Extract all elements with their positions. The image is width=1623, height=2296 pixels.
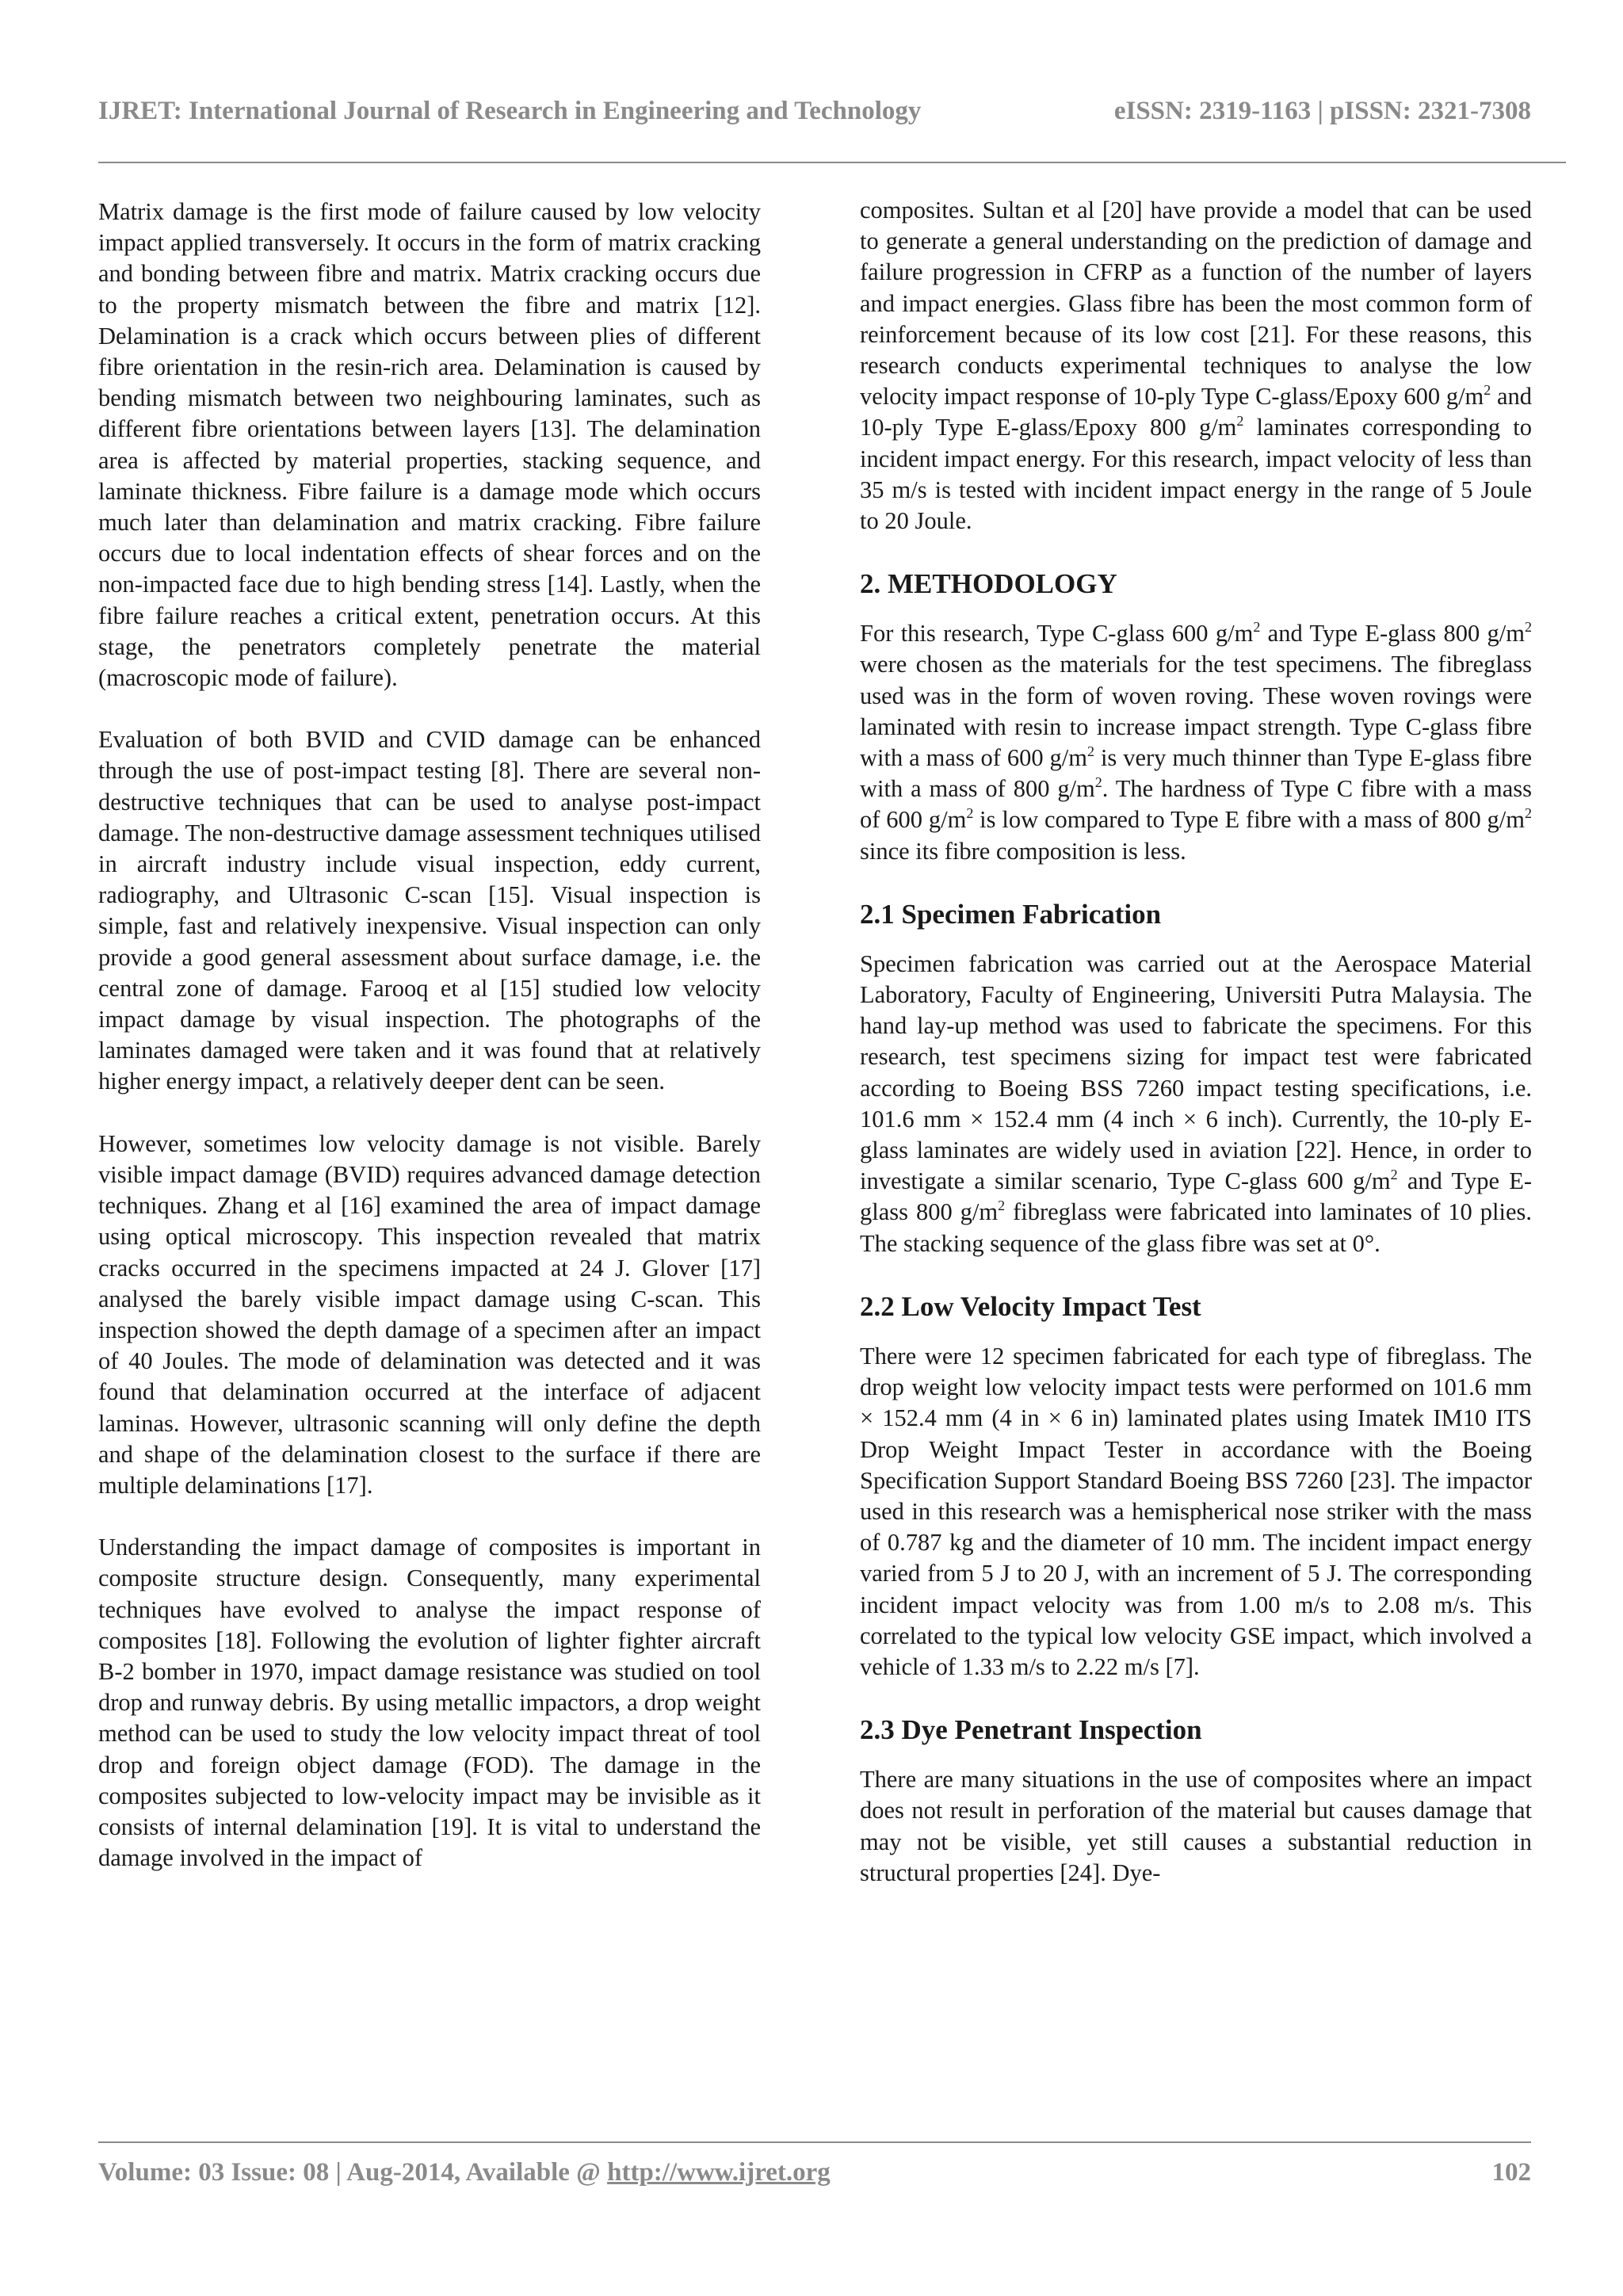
paragraph: For this research, Type C-glass 600 $g/m^2$ and Type E-glass 800 $g/m^2$ were chosen as the materials for the test specimens. The fibreglass used was in the form of woven roving. These woven rovings were laminated with resin to increase impact strength. Type C-glass fibre with a mass of 600 $g/m^2$ is very much thinner than Type E-glass fibre with a mass of 800 $g/m^2$. The hardness of Type C fibre with a mass of 600 $g/m^2$ is low compared to Type E fibre with a mass of 800 $g/m^2$ since its fibre composition is less. <box>860 619 1532 865</box>
section-heading-specimen-fabrication: 2.1 Specimen Fabrication <box>860 898 1162 930</box>
running-header <box>98 97 1531 144</box>
right-column <box>860 195 1532 1920</box>
paragraph: Understanding the impact damage of composites is important in composite structure design. Consequently, many experimental techniques have evolved to analyse the impact response of composites [18]. Following the evolution of lighter fighter aircraft B-2 bomber in 1970, impact damage resistance was studied on tool drop and runway debris. By using metallic impactors, a drop weight method can be used to study the low velocity impact threat of tool drop and foreign object damage (FOD). The damage in the composites subjected to low-velocity impact may be invisible as it consists of internal delamination [19]. It is vital to understand the damage involved in the impact of <box>98 1534 761 1872</box>
header-divider <box>98 162 1566 163</box>
footer-divider <box>98 2141 1531 2143</box>
issn-info: eISSN: 2319-1163 | pISSN: 2321-7308 <box>1113 97 1531 125</box>
page-number: 102 <box>1491 2158 1531 2187</box>
paragraph: Specimen fabrication was carried out at the Aerospace Material Laboratory, Faculty of Engineering, Universiti Putra Malaysia. The hand lay-up method was used to fabricate the specimens. For this research, test specimens sizing for impact test were fabricated according to Boeing BSS 7260 impact testing specifications, i.e. 101.6 mm × 152.4 mm (4 inch × 6 inch). Currently, the 10-ply E-glass laminates are widely used in aviation [22]. Hence, in order to investigate a similar scenario, Type C-glass 600 $g/m^2$ and Type E-glass 800 $g/m^2$ fibreglass were fabricated into laminates of 10 plies. The stacking sequence of the glass fibre was set at 0°. <box>860 949 1533 1257</box>
running-footer <box>98 2158 1531 2198</box>
journal-title: IJRET: International Journal of Research in Engineering and Technology <box>98 97 922 125</box>
paragraph: composites. Sultan et al [20] have provide a model that can be used to generate a general understanding on the prediction of damage and failure progression in CFRP as a function of the number of layers and impact energies. Glass fibre has been the most common form of reinforcement because of its low cost [21]. For these reasons, this research conducts experimental techniques to analyse the low velocity impact response of 10-ply Type C-glass/Epoxy 600 $g/m^2$ and 10-ply Type E-glass/Epoxy 800 $g/m^2$ laminates corresponding to incident impact energy. For this research, impact velocity of less than 35 m/s is tested with incident impact energy in the range of 5 Joule to 20 Joule. <box>860 197 1532 535</box>
paragraph: Matrix damage is the first mode of failure caused by low velocity impact applied transversely. It occurs in the form of matrix cracking and bonding between fibre and matrix. Matrix cracking occurs due to the property mismatch between the fibre and matrix [12]. Delamination is a crack which occurs between plies of different fibre orientation in the resin-rich area. Delamination is caused by bending mismatch between two neighbouring laminates, such as different fibre orientations between layers [13]. The delamination area is affected by material properties, stacking sequence, and laminate thickness. Fibre failure is a damage mode which occurs much later than delamination and matrix cracking. Fibre failure occurs due to local indentation effects of shear forces and on the non-impacted face due to high bending stress [14]. Lastly, when the fibre failure reaches a critical extent, penetration occurs. At this stage, the penetrators completely penetrate the material (macroscopic mode of failure). <box>98 198 761 692</box>
paragraph: However, sometimes low velocity damage is not visible. Barely visible impact damage (BVID) requires advanced damage detection techniques. Zhang et al [16] examined the area of impact damage using optical microscopy. This inspection revealed that matrix cracks occurred in the specimens impacted at 24 J. Glover [17] analysed the barely visible impact damage using C-scan. This inspection showed the depth damage of a specimen after an impact of 40 Joules. The mode of delamination was detected and it was found that delamination occurred at the interface of adjacent laminas. However, ultrasonic scanning will only define the depth and shape of the delamination closest to the surface if there are multiple delaminations [17]. <box>98 1129 761 1499</box>
section-heading-impact-test: 2.2 Low Velocity Impact Test <box>860 1290 1201 1322</box>
volume-info: Volume: 03 Issue: 08 | Aug-2014, Available @ http://www.ijret.org <box>98 2158 831 2187</box>
journal-link[interactable]: http://www.ijret.org <box>607 2158 831 2187</box>
paragraph: Evaluation of both BVID and CVID damage can be enhanced through the use of post-impact testing [8]. There are several non-destructive techniques that can be used to analyse post-impact damage. The non-destructive damage assessment techniques utilised in aircraft industry include visual inspection, eddy current, radiography, and Ultrasonic C-scan [15]. Visual inspection is simple, fast and relatively inexpensive. Visual inspection can only provide a good general assessment about surface damage, i.e. the central zone of damage. Farooq et al [15] studied low velocity impact damage by visual inspection. The photographs of the laminates damaged were taken and it was found that at relatively higher energy impact, a relatively deeper dent can be seen. <box>98 726 761 1095</box>
paragraph: There are many situations in the use of composites where an impact does not result in perforation of the material but causes damage that may not be visible, yet still causes a substantial reduction in structural properties [24]. Dye- <box>860 1766 1532 1886</box>
section-heading-methodology: 2. METHODOLOGY <box>860 568 1117 600</box>
section-heading-dye-penetrant: 2.3 Dye Penetrant Inspection <box>860 1714 1202 1746</box>
left-column <box>98 197 761 1904</box>
paragraph: There were 12 specimen fabricated for each type of fibreglass. The drop weight low velocity impact tests were performed on 101.6 mm × 152.4 mm (4 in × 6 in) laminated plates using Imatek IM10 ITS Drop Weight Impact Tester in accordance with the Boeing Specification Support Standard Boeing BSS 7260 [23]. The impactor used in this research was a hemispherical nose striker with the mass of 0.787 kg and the diameter of 10 mm. The incident impact energy varied from 5 J to 20 J, with an increment of 5 J. The corresponding incident impact velocity was from 1.00 m/s to 2.08 m/s. This correlated to the typical low velocity GSE impact, which involved a vehicle of 1.33 m/s to 2.22 m/s [7]. <box>860 1342 1532 1680</box>
